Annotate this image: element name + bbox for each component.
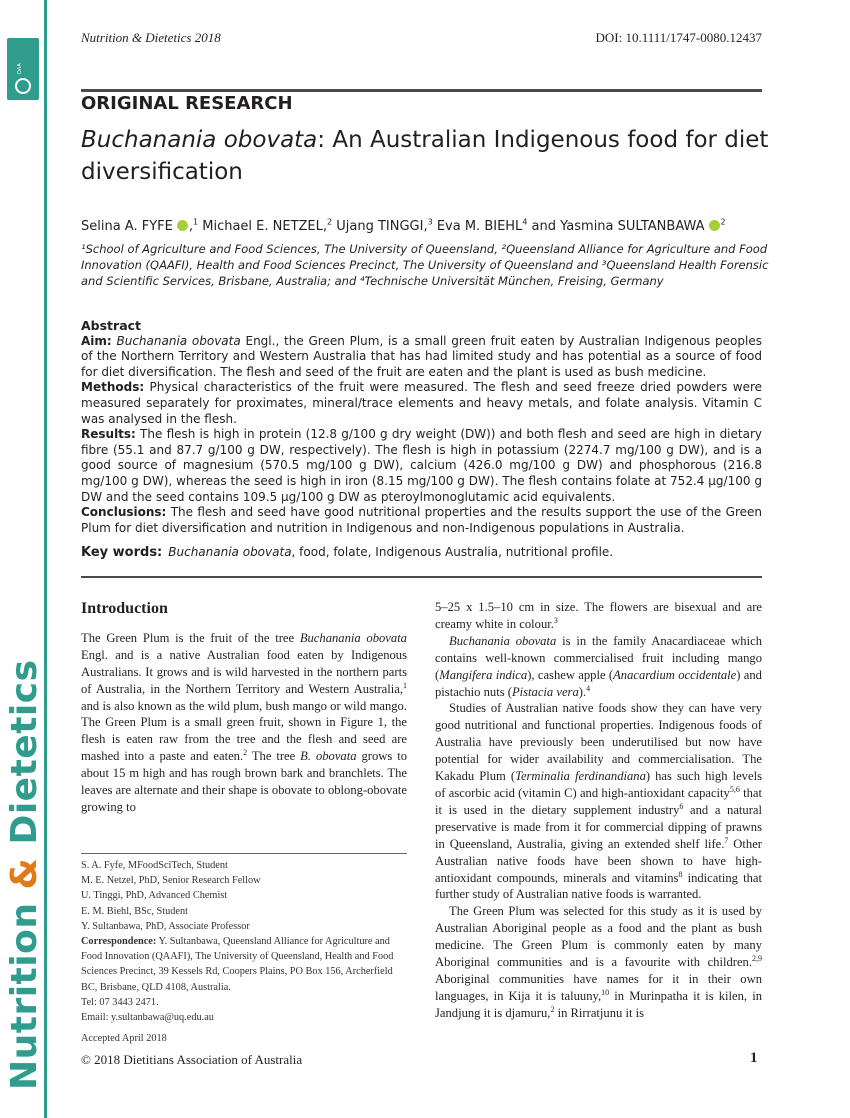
italic-term: Anacardium occidentale [613, 667, 737, 682]
running-header-journal: Nutrition & Dietetics 2018 [81, 30, 221, 45]
citation-ref: 2,9 [752, 953, 762, 963]
top-rule [81, 89, 762, 92]
italic-term: Pistacia vera [511, 684, 579, 699]
text-run: Engl. and is a native Australian food eaten by Indigenous Australians. It grows and is wild harvested in the northern parts of Australia, in the Northern Territory and Western Australia, [81, 647, 407, 696]
keywords: Key words: Buchanania obovata, food, folate, Indigenous Australia, nutritional profile. [81, 545, 614, 560]
intro-paragraph [435, 599, 762, 633]
italic-term: B. obovata [300, 749, 357, 764]
author-list: Selina A. FYFE ,$^1$ Michael E. NETZEL,$^2$ Ujang TINGGI,$^3$ Eva M. BIEHL$^4$ and Yasmina SULTANBAWA $^2$ [81, 217, 726, 234]
footnote-line: E. M. Biehl, BSc, Student [81, 905, 188, 917]
citation-ref: 2 [243, 748, 248, 758]
intro-paragraph [435, 633, 762, 701]
author-footnotes [81, 858, 407, 1046]
text-run: in Murinpatha it is kilen, in Jandjung it is djamuru, [435, 988, 762, 1020]
affiliations: ¹School of Agriculture and Food Sciences, The University of Queensland, ²Queensland Alliance for Agriculture and Food Innovation (QAAFI), Health and Food Sciences Precinct, The University of Queensland and ³Queensland Health Forensic and Scientific Services, Brisbane, Australia; and ⁴Technische Universität München, Freising, Germany [81, 242, 769, 288]
text-run: Aboriginal communities have names for it in their own languages, in Kija it is taluuny, [435, 971, 762, 1003]
author-name: Michael E. NETZEL, [202, 219, 328, 234]
text-run: in Rirratjunu it is [554, 1005, 644, 1020]
abstract-heading: Abstract [81, 318, 142, 333]
text-run: The Green Plum is the fruit of the tree [81, 630, 300, 645]
author-name: Eva M. BIEHL [436, 219, 523, 234]
section-rule [81, 576, 762, 578]
footnote-line: S. A. Fyfe, MFoodSciTech, Student [81, 860, 228, 871]
section-heading-introduction: Introduction [81, 600, 168, 617]
dietitians-association-logo: DAA [7, 38, 39, 100]
intro-paragraph [81, 630, 407, 816]
accepted-date: Accepted April 2018 [81, 1033, 167, 1045]
affiliation-ref: 3 [427, 217, 433, 227]
text-run: indicating that further study of Australian native foods is warranted. [435, 870, 762, 902]
footnote-line: U. Tinggi, PhD, Advanced Chemist [81, 890, 228, 902]
body-right-column [435, 599, 762, 1022]
footnote-rule [81, 853, 407, 854]
abstract-aim: Aim: Buchanania obovata Engl., the Green Plum, is a small green fruit eaten by Australian Indigenous peoples of the Northern Territory and Western Australia that has had limited study and has potential as a source of food for diet diversification. The flesh and seed of the fruit are eaten and the plant is used as bush medicine. [81, 333, 762, 379]
article-title: Buchanania obovata: An Australian Indigenous food for diet diversification [81, 127, 769, 185]
abstract-methods: Methods: Physical characteristics of the fruit were measured. The flesh and seed freeze dried powders were measured separately for proximates, mineral/trace elements and heavy metals, and folate analysis. Vitamin C was analysed in the flesh. [81, 380, 762, 426]
copyright: © 2018 Dietitians Association of Australia [81, 1052, 303, 1067]
orcid-icon[interactable] [177, 220, 188, 231]
affiliation-ref: 2 [720, 217, 726, 227]
journal-sidebar [0, 0, 50, 1118]
affiliation-ref: 4 [522, 217, 528, 227]
text-run: and a natural preservative is made from it for commercial dipping of prawns in Queensland, Australia, giving an extended shelf life. [435, 802, 762, 851]
abstract-conclusions: Conclusions: The flesh and seed have good nutritional properties and the results support the use of the Green Plum for diet diversification and nutrition in Indigenous and non-Indigenous populations in Australia. [81, 505, 762, 535]
footnote-tel: Tel: 07 3443 2471. [81, 996, 159, 1008]
affiliation-ref: 2 [327, 217, 333, 227]
italic-term: Mangifera indica [439, 667, 528, 682]
author-name: Ujang TINGGI, [336, 219, 428, 234]
orcid-icon[interactable] [709, 220, 720, 231]
text-run: that it is used in the dietary supplement industry [435, 785, 762, 817]
citation-ref: 1 [403, 680, 407, 690]
abstract-results: Results: The flesh is high in protein (12.8 g/100 g dry weight (DW)) and both flesh and seed are high in dietary fibre (55.1 and 87.7 g/100 g DW, respectively). The flesh is high in potassium (2274.7 mg/100 g DW), and is a good source of magnesium (570.5 mg/100 g DW), calcium (426.0 mg/100 g DW) and phosphorous (216.8 mg/100 g DW), whereas the seed is high in iron (8.15 mg/100 g DW). The flesh contains folate at 752.4 μg/100 g DW and the seed contains 109.5 μg/100 g DW as pteroylmonoglutamic acid equivalents. [81, 427, 762, 504]
text-run: The Green Plum was selected for this study as it is used by Australian Aboriginal people as a food and the plant as bush medicine. The Green Plum is commonly eaten by many Aboriginal communities and is a favourite with children. [435, 904, 762, 970]
text-run: grows to about 15 m high and has rough brown bark and branchlets. The leaves are alternate and their shape is obovate to oblong-obovate growing to [81, 749, 407, 814]
body-left-column [81, 601, 407, 816]
doi-link[interactable]: DOI: 10.1111/1747-0080.12437 [595, 30, 762, 45]
citation-ref: 10 [601, 987, 610, 997]
abstract [81, 318, 762, 536]
citation-ref: 8 [678, 869, 683, 879]
text-run: is in the family Anacardiaceae which contains well-known commercialised fruit including mango ( [435, 633, 762, 682]
text-run: ) and pistachio nuts ( [435, 667, 762, 699]
author-name: and Yasmina SULTANBAWA [531, 219, 705, 234]
italic-term: Buchanania obovata [299, 630, 407, 645]
author-name: Selina A. FYFE [81, 219, 173, 234]
citation-ref: 2 [550, 1004, 555, 1014]
text-run: 5–25 x 1.5–10 cm in size. The flowers are bisexual and are creamy white in colour. [435, 600, 762, 631]
journal-vertical-title: Nutrition & Dietetics [4, 659, 45, 1090]
page-number: 1 [750, 1050, 758, 1066]
citation-ref: 7 [724, 835, 729, 845]
text-run: and is also known as the wild plum, bush mango or wild mango. The Green Plum is a small green fruit, shown in Figure 1, the flesh is eaten raw from the tree and the flesh and seed are mashed into a paste and eaten. [81, 698, 407, 764]
text-run: Other Australian native foods have been shown to have high-antioxidant compounds, minerals and vitamins [435, 836, 762, 885]
citation-ref: 5,6 [729, 784, 740, 794]
citation-ref: 4 [586, 683, 591, 693]
affiliation-ref: 1 [193, 217, 199, 227]
citation-ref: 6 [679, 801, 684, 811]
footnote-line: Y. Sultanbawa, PhD, Associate Professor [81, 920, 250, 932]
italic-term: Terminalia ferdinandiana [515, 769, 646, 784]
correspondence: Correspondence: Y. Sultanbawa, Queensland Alliance for Agriculture and Food Innovation (QAAFI), The University of Queensland, Health and Food Sciences Precinct, 39 Kessels Rd, Coopers Plains, PO Box 156, Archerfield BC, Brisbane, QLD 4108, Australia. [81, 936, 394, 993]
text-run: ) has such high levels of ascorbic acid (vitamin C) and high-antioxidant capacity [435, 769, 762, 800]
italic-term: Buchanania obovata [449, 633, 557, 648]
text-run: ). [578, 684, 587, 699]
citation-ref: 3 [553, 615, 558, 625]
text-run: The tree [247, 749, 301, 764]
intro-paragraph [435, 700, 762, 903]
intro-paragraph [435, 903, 762, 1021]
footnote-email[interactable]: Email: y.sultanbawa@uq.edu.au [81, 1012, 214, 1024]
text-run: Studies of Australian native foods show they can have very good nutritional and functional properties. Indigenous foods of Australia have previously been underutilised but now have potential for wider availability and commercialisation. The Kakadu Plum ( [435, 701, 762, 784]
article-type: ORIGINAL RESEARCH [81, 93, 293, 114]
footnote-line: M. E. Netzel, PhD, Senior Research Fellow [81, 875, 261, 887]
text-run: ), cashew apple ( [527, 667, 614, 682]
